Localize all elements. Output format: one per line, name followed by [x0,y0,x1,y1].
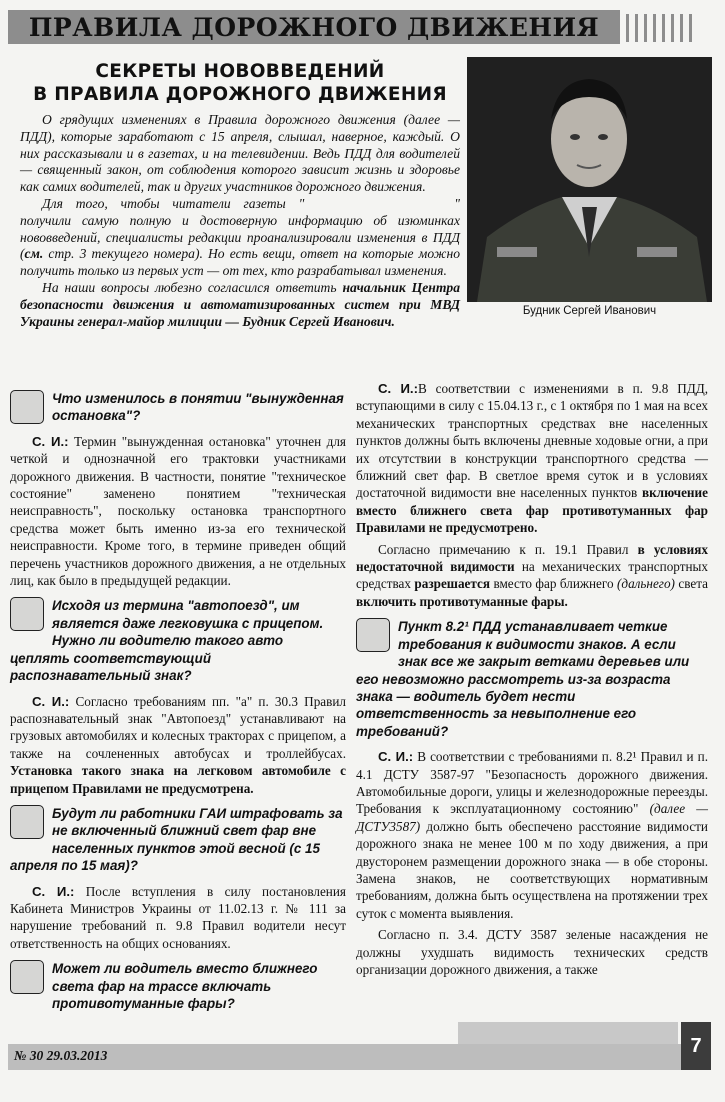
answer-2: С. И.: Согласно требованиям пп. "а" п. 30.3 Правил распознавательный знак "Автопоезд" устанавливают на грузовых автомобилях и колесных тракторах с прицепом, а также на сочлененных автобусах и троллейбусах. Установка такого знака на легковом автомобиле с прицепом Правилами не предусмотрена. [10,693,347,796]
portrait-illustration [467,57,712,302]
footer-band [8,1044,710,1070]
question-5-text: Пункт 8.2¹ ПДД устанавливает четкие требования к видимости знаков. А если знак все же закрыт ветками деревьев или его невозможно рассмотреть из-за возраста знака — водитель будет нести ответственность за невыполнение его требований? [356,619,690,739]
article-headline [30,60,450,106]
answer-1: С. И.: Термин "вынужденная остановка" уточнен для четкой и однозначной его трактовки участниками дорожного движения. В частности, понятие "техническое состояние" заменено понятием "техническая неисправность", поскольку остановка транспортного средства может быть именно из-за его технической неисправности. Кроме того, в термине приведен общий перечень участников дорожного движения, а не отдельных лиц, как было в предыдущей редакции. [10,433,346,589]
question-badge-icon [356,618,390,652]
left-column [10,382,346,1020]
issue-number-date: № 30 29.03.2013 [14,1048,108,1063]
intro-paragraph-3: На наши вопросы любезно согласился ответить начальник Центра безопасности движения и автоматизированных систем при МВД Украины генерал-майор милиции — Будник Сергей Иванович. [20,279,461,329]
header-stripes-decoration [626,14,706,44]
headline-line-1: СЕКРЕТЫ НОВОВВЕДЕНИЙ [95,61,385,82]
headline-line-2: В ПРАВИЛА ДОРОЖНОГО ДВИЖЕНИЯ [33,84,447,105]
page-number: 7 [681,1022,711,1070]
question-badge-icon [10,597,44,631]
section-header [8,10,620,44]
article-intro [20,112,460,330]
question-badge-icon [10,390,44,424]
intro-paragraph-1: О грядущих изменениях в Правила дорожного движения (далее — ПДД), которые заработают с 15 апреля, слышал, наверное, каждый. О них рассказывали и в газетах, и на телевидении. Ведь ПДД для водителей — священный закон, от соблюдения которого зависит жизнь и здоровье как самих водителей, так и других участников дорожного движения. [20,112,460,195]
question-3-text: Будут ли работники ГАИ штрафовать за не включенный ближний свет фар вне населенных пунктов этой весной (с 15 апреля по 15 мая)? [10,805,343,874]
question-badge-icon [10,960,44,994]
question-2 [10,597,346,684]
question-1-text: Что изменилось в понятии "вынужденная остановка"? [52,391,344,424]
answer-3: С. И.: После вступления в силу постановления Кабинета Министров Украины от 11.02.13 г. № 111 за нарушение требований п. 9.8 Правил водители несут ответственность на общих основаниях. [10,883,346,951]
section-title: ПРАВИЛА ДОРОЖНОГО ДВИЖЕНИЯ [28,13,600,42]
answer-6: Согласно п. 3.4. ДСТУ 3587 зеленые насаждения не должны ухудшать видимость технических средств организации дорожного движения, а также [356,927,708,977]
question-2-text: Исходя из термина "автопоезд", им является даже легковушка с прицепом. Нужно ли водителю такого авто цеплять соответствующий распознавательный знак? [10,598,324,684]
question-3 [10,805,346,875]
question-4 [10,960,346,1012]
right-column [356,380,708,982]
question-4-text: Может ли водитель вместо ближнего света фар на трассе включать противотуманные фары? [52,961,318,1011]
portrait-photo [467,57,712,302]
photo-caption: Будник Сергей Иванович [522,305,657,317]
question-1 [10,390,346,425]
answer-4-continued: Согласно примечанию к п. 19.1 Правил в условиях недостаточной видимости на механических транспортных средствах разрешается вместо фар ближнего (дальнего) света включить противотуманные фары. [356,541,708,609]
answer-4: С. И.:В соответствии с изменениями в п. 9.8 ПДД, вступающими в силу с 15.04.13 г., с 1 октября по 1 мая на всех механических транспортных средствах вне населенных пунктов должны быть включены дневные ходовые огни, а при их отсутствии в конструкции транспортного средства — ближний свет фар. В светлое время суток и в условиях достаточной видимости вне населенных пунктов включение вместо ближнего света фар противотуманных фар Правилами не предусмотрено. [356,381,709,536]
question-5 [356,618,708,740]
intro-paragraph-2: Для того, чтобы читатели газеты " " получили самую полную и достоверную информацию об изюминках нововведений, специалисты редакции проанализировали изменения в ПДД (см. стр. 3 текущего номера). Но есть вещи, ответ на которые можно получить только из первых уст — от тех, кто разрабатывал изменения. [20,195,460,279]
answer-5: С. И.: В соответствии с требованиями п. 8.2¹ Правил и п. 4.1 ДСТУ 3587-97 "Безопасность дорожного движения. Автомобильные дороги, улицы и железнодорожные переезды. Требования к эксплуатационному состоянию" (далее — ДСТУ3587) должно быть обеспечено расстояние видимости дорожного знака не менее 100 м по ходу движения, а при двусторонем размещении дорожного знака — в обе стороны. Замена знаков, не соответствующих нормативным требованиям, должна быть осуществлена на протяжении трех суток с момента выявления. [356,749,709,921]
question-badge-icon [10,805,44,839]
